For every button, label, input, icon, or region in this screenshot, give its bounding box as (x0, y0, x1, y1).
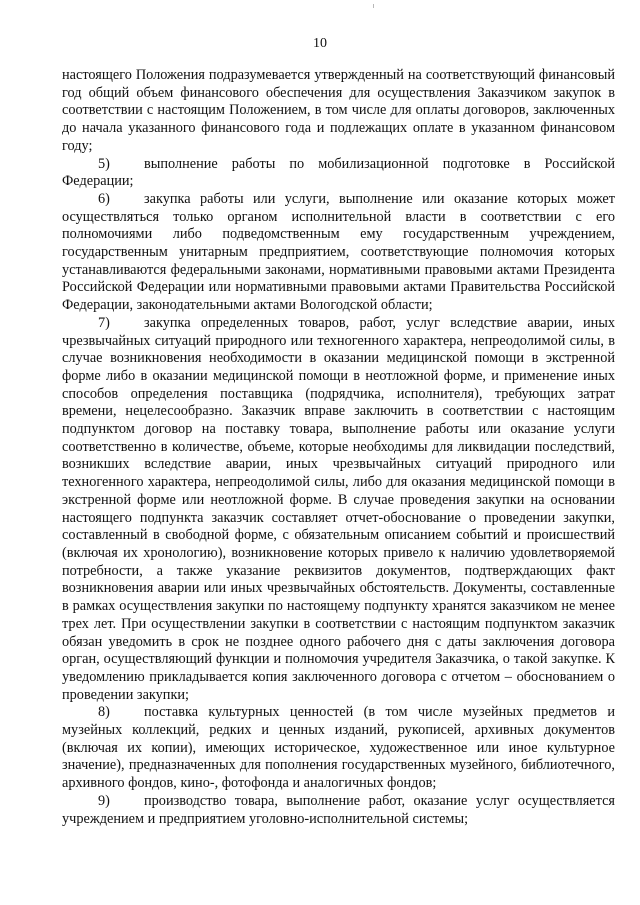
list-item-8 (62, 704, 615, 793)
item-text: закупка определенных товаров, работ, услуг вследствие аварии, иных чрезвычайных ситуаций природного или техногенного характера, непреодолимой силы, в случае возникновения необходимости в оказании медицинской помощи в экстренной форме либо в оказании медицинской помощи в неотложной форме, и применение иных способов определения поставщика (подрядчика, исполнителя), требующих затрат времени, нецелесообразно. Заказчик вправе заключить в соответствии с настоящим подпунктом договор на поставку товара, выполнение работы или оказание услуги соответственно в количестве, объеме, которые необходимы для ликвидации последствий, возникших вследствие аварии, иных чрезвычайных ситуаций природного или техногенного характера, непреодолимой силы, либо для оказания медицинской помощи в экстренной форме или неотложной форме. В случае проведения закупки на основании настоящего подпункта заказчик составляет отчет-обоснование о проведении закупки, составленный в свободной форме, с обязательным описанием событий и происшествий (включая их хронологию), возникновение которых привело к наличию удовлетворяемой потребности, а также указание реквизитов документов, подтверждающих факт возникновения аварии или иных чрезвычайных обстоятельств. Документы, составленные в рамках осуществления закупки по настоящему подпункту хранятся заказчиком не менее трех лет. При осуществлении закупки в соответствии с настоящим подпунктом заказчик обязан уведомить в срок не позднее одного рабочего дня с даты заключения договора орган, осуществляющий функции и полномочия учредителя Заказчика, о такой закупке. К уведомлению прикладывается копия заключенного договора с отчетом – обоснованием о проведении закупки; (62, 314, 615, 703)
paragraph-continuation (62, 67, 615, 156)
list-item-7 (62, 315, 615, 704)
item-number: 9) (98, 792, 110, 809)
scan-mark (373, 4, 374, 8)
item-number: 7) (98, 314, 110, 331)
page-number: 10 (313, 36, 327, 51)
list-item-9 (62, 793, 615, 828)
item-text: выполнение работы по мобилизационной подготовке в Российской Федерации; (62, 155, 615, 190)
item-number: 6) (98, 190, 110, 207)
item-text: закупка работы или услуги, выполнение или оказание которых может осуществляться только органом исполнительной власти в соответствии с его полномочиями либо подведомственным ему государственным учреждением, государственным унитарным предприятием, соответствующие полномочия которых устанавливаются федеральными законами, нормативными правовыми актами Президента Российской Федерации или нормативными правовыми актами Правительства Российской Федерации, законодательными актами Вологодской области; (62, 190, 615, 314)
list-item-6 (62, 191, 615, 315)
item-text: поставка культурных ценностей (в том числе музейных предметов и музейных коллекций, редких и ценных изданий, рукописей, архивных документов (включая их копии), имеющих историческое, художественное или иное культурное значение), предназначенных для пополнения государственных музейного, библиотечного, архивного фондов, кино-, фотофонда и аналогичных фондов; (62, 704, 615, 792)
item-number: 8) (98, 704, 110, 721)
list-item-5 (62, 156, 615, 191)
item-number: 5) (98, 155, 110, 172)
document-body (62, 67, 615, 828)
item-text: производство товара, выполнение работ, оказание услуг осуществляется учреждением и предприятием уголовно-исполнительной системы; (62, 792, 615, 827)
paragraph-text: настоящего Положения подразумевается утвержденный на соответствующий финансовый год общий объем финансового обеспечения для осуществления Заказчиком закупок в соответствии с настоящим Положением, в том числе для оплаты договоров, заключенных до начала указанного финансового года и подлежащих оплате в указанном финансовом году; (62, 67, 615, 154)
